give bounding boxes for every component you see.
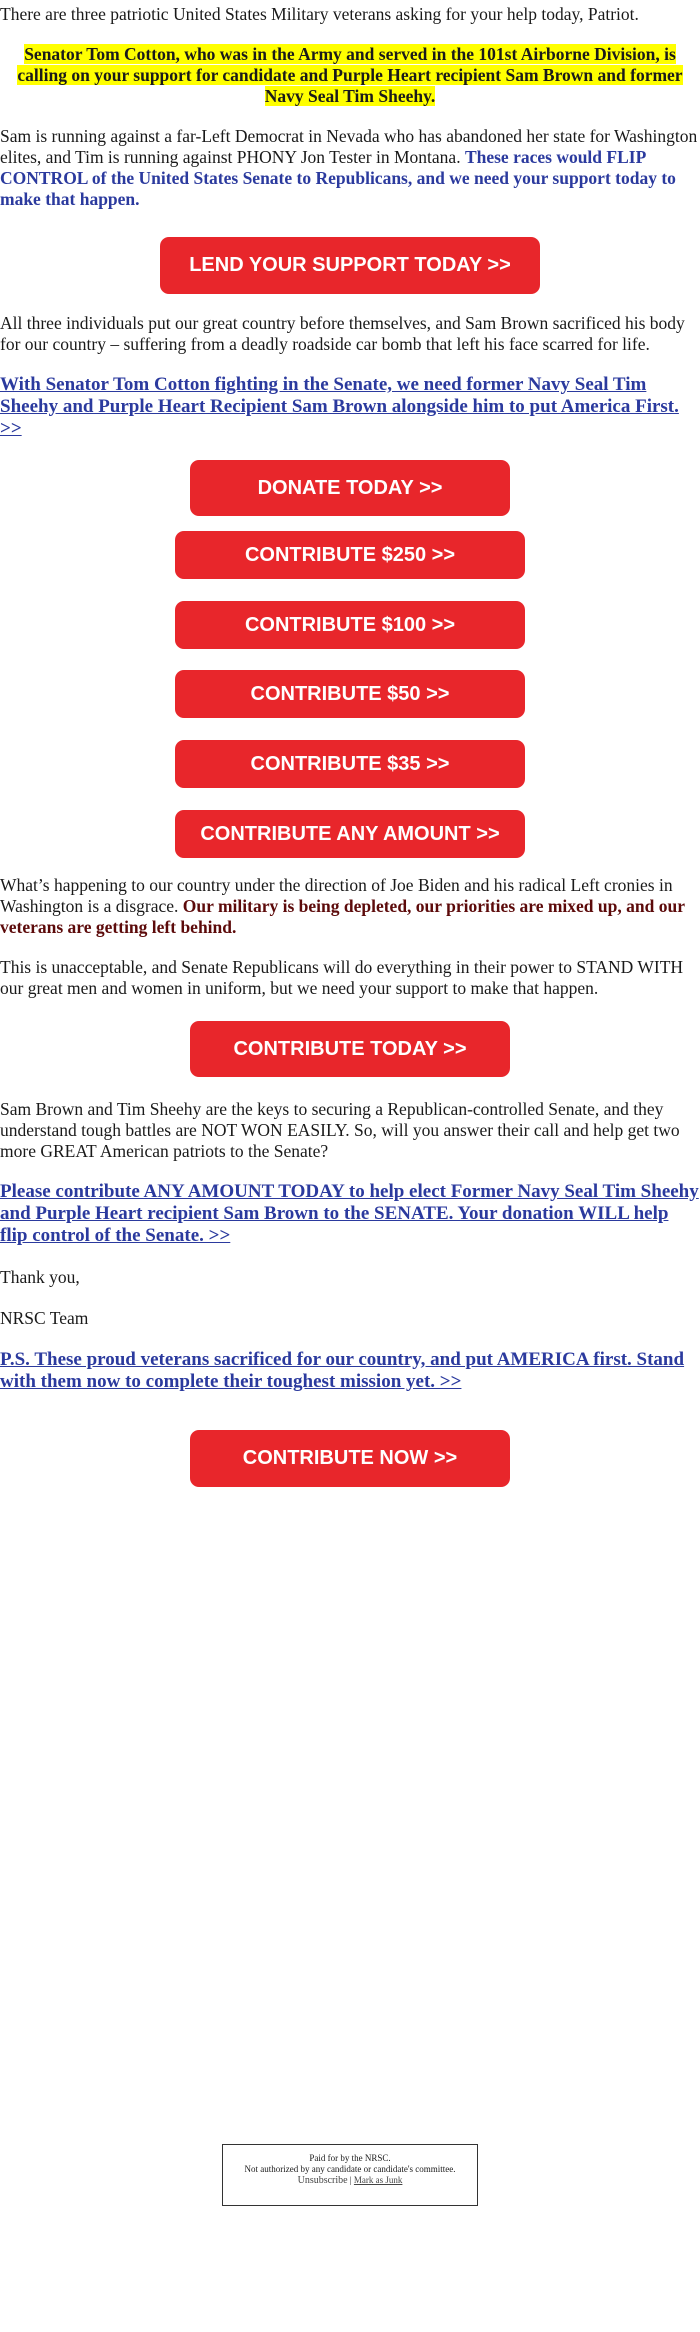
contribute-35-row: [0, 740, 700, 788]
contribute-250-row: [0, 531, 700, 579]
contribute-50-button[interactable]: CONTRIBUTE $50 >>: [175, 670, 525, 718]
ps-link[interactable]: P.S. These proud veterans sacrificed for our country, and put AMERICA first. Stand with them now to complete their toughest mission yet. >>: [0, 1349, 685, 1392]
unsubscribe-link[interactable]: Unsubscribe: [297, 2175, 348, 2186]
mark-junk-link[interactable]: Mark as Junk: [353, 2175, 403, 2185]
highlight-paragraph: [0, 44, 700, 107]
race-paragraph: [0, 126, 700, 210]
race-emphasis: These races would FLIP CONTROL of the United States Senate to Republicans, and we need your support today to make that happen.: [0, 147, 676, 209]
disgrace-text: What’s happening to our country under the direction of Joe Biden and his radical Left cronies in Washington is a disgrace.: [0, 875, 673, 916]
contribute-any-row: [0, 810, 700, 858]
contribute-link[interactable]: Please contribute ANY AMOUNT TODAY to help elect Former Navy Seal Tim Sheehy and Purple Heart recipient Sam Brown to the SENATE. Your donation WILL help flip control of the Senate. >>: [0, 1181, 699, 1246]
contribute-now-button[interactable]: CONTRIBUTE NOW >>: [190, 1430, 510, 1487]
contribute-today-row: [0, 1021, 700, 1077]
donate-today-button[interactable]: DONATE TODAY >>: [190, 460, 510, 516]
cotton-link[interactable]: With Senator Tom Cotton fighting in the Senate, we need former Navy Seal Tim Sheehy and Purple Heart Recipient Sam Brown alongside him to put America First. >>: [0, 374, 679, 439]
not-authorized-text: Not authorized by any candidate or candidate's committee.: [244, 2164, 456, 2174]
contribute-100-row: [0, 601, 700, 649]
disgrace-emphasis: Our military is being depleted, our priorities are mixed up, and our veterans are getting left behind.: [0, 896, 685, 937]
contribute-250-button[interactable]: CONTRIBUTE $250 >>: [175, 531, 525, 579]
keys-paragraph: Sam Brown and Tim Sheehy are the keys to securing a Republican-controlled Senate, and they understand tough battles are NOT WON EASILY. So, will you answer their call and help get two more GREAT American patriots to the Senate?: [0, 1099, 680, 1161]
contribute-50-row: [0, 670, 700, 718]
unacceptable-paragraph: This is unacceptable, and Senate Republicans will do everything in their power to STAND WITH our great men and women in uniform, but we need your support to make that happen.: [0, 957, 684, 998]
lend-support-button[interactable]: LEND YOUR SUPPORT TODAY >>: [160, 237, 540, 294]
contribute-now-row: [0, 1430, 700, 1487]
donate-today-row: [0, 460, 700, 516]
paid-for-text: Paid for by the NRSC.: [309, 2153, 391, 2163]
sacrifice-paragraph: All three individuals put our great country before themselves, and Sam Brown sacrificed his body for our country – suffering from a deadly roadside car bomb that left his face scarred for life.: [0, 313, 685, 354]
lend-support-row: [0, 237, 700, 294]
contribute-any-button[interactable]: CONTRIBUTE ANY AMOUNT >>: [175, 810, 525, 858]
contribute-35-button[interactable]: CONTRIBUTE $35 >>: [175, 740, 525, 788]
contribute-today-button[interactable]: CONTRIBUTE TODAY >>: [190, 1021, 510, 1077]
thank-you: Thank you,: [0, 1267, 80, 1287]
intro-paragraph: There are three patriotic United States Military veterans asking for your help today, Patriot.: [0, 4, 639, 24]
disgrace-paragraph: [0, 875, 700, 938]
signature: NRSC Team: [0, 1308, 89, 1328]
footer-disclaimer: [222, 2144, 478, 2206]
contribute-100-button[interactable]: CONTRIBUTE $100 >>: [175, 601, 525, 649]
footer-separator: |: [349, 2175, 352, 2185]
footer-links: [223, 2175, 477, 2186]
highlight-text: Senator Tom Cotton, who was in the Army and served in the 101st Airborne Division, is calling on your support for candidate and Purple Heart recipient Sam Brown and former Navy Seal Tim Sheehy.: [17, 44, 683, 106]
race-text: Sam is running against a far-Left Democrat in Nevada who has abandoned her state for Washington elites, and Tim is running against PHONY Jon Tester in Montana.: [0, 126, 698, 167]
